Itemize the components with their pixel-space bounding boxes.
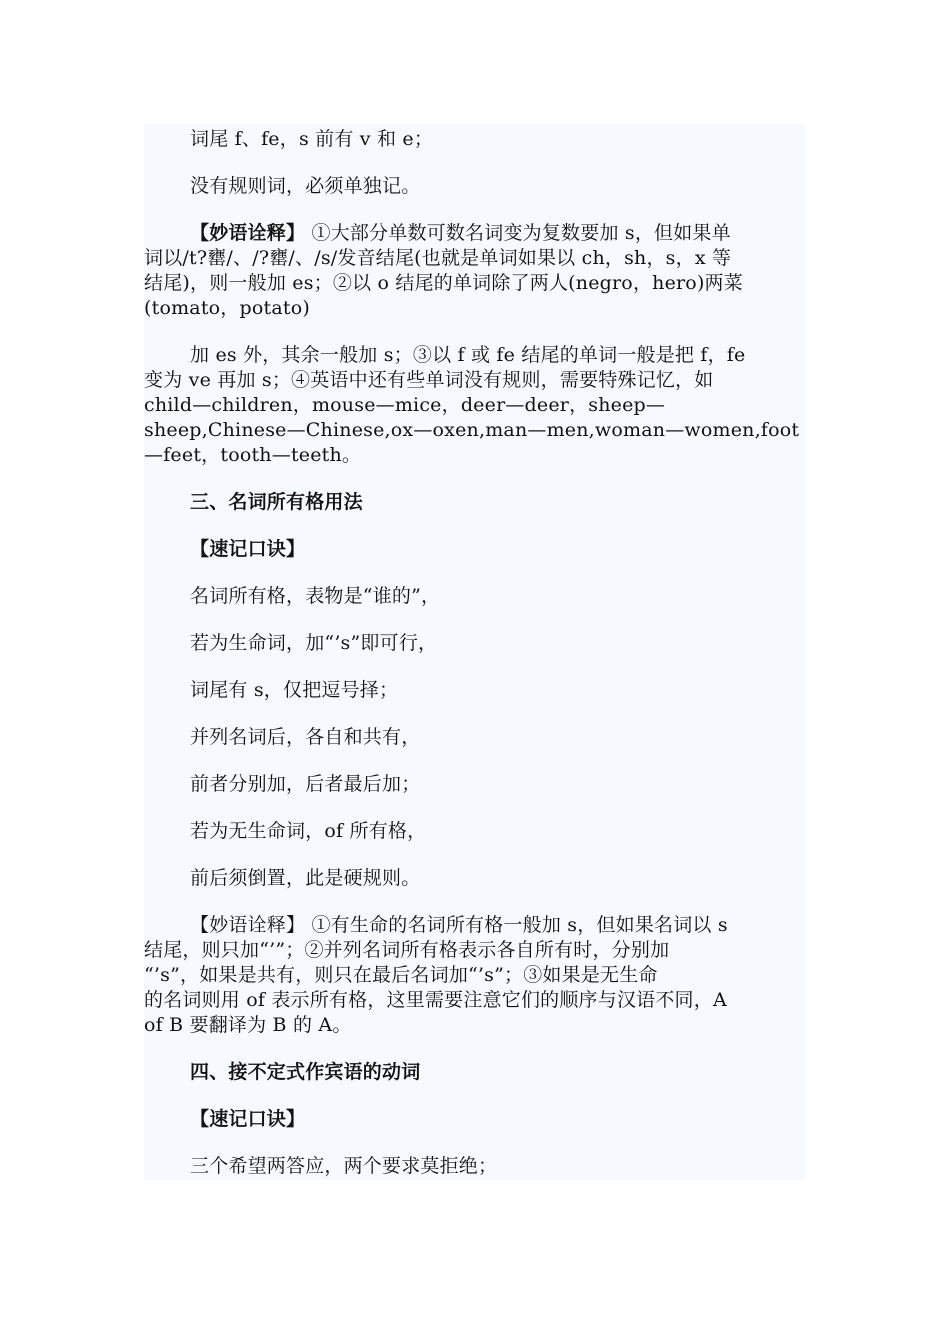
rhyme-line: 没有规则词，必须单独记。	[190, 175, 421, 197]
rhyme-line: 若为无生命词，of 所有格，	[190, 820, 427, 842]
section-heading: 三、名词所有格用法	[190, 491, 363, 513]
explanation-label: 【妙语诠释】	[190, 914, 306, 936]
section-heading: 四、接不定式作宾语的动词	[190, 1061, 421, 1083]
rhyme-line: 若为生命词，加“’s”即可行，	[190, 632, 438, 654]
subheading: 【速记口诀】	[190, 538, 306, 560]
rhyme-line: 三个希望两答应，两个要求莫拒绝；	[190, 1155, 498, 1177]
document-page	[144, 124, 806, 1180]
explanation-paragraph: 【妙语诠释】 ①有生命的名词所有格一般加 s，但如果名词以 s 结尾，则只加“’”；②并列名词所有格表示各自所有时，分别加 “’s”，如果是共有，则只在最后名词加“’s”；③如果是无生命 的名词则用 of 表示所有格，这里需要注意它们的顺序与汉语不同，A of B 要翻译为 B 的 A。	[144, 914, 728, 1036]
explanation-label: 【妙语诠释】	[190, 222, 306, 244]
rhyme-line: 词尾 f、fe，s 前有 v 和 e；	[190, 128, 434, 150]
rhyme-line: 并列名词后，各自和共有，	[190, 726, 421, 748]
explanation-paragraph: 【妙语诠释】 ①大部分单数可数名词变为复数要加 s，但如果单 词以/t?罋/、/?罋/、/s/发音结尾(也就是单词如果以 ch，sh，s，x 等 结尾)，则一般加 es；②以 o 结尾的单词除了两人(negro，hero)两菜 (tomato，potato)	[144, 222, 743, 319]
subheading: 【速记口诀】	[190, 1108, 306, 1130]
rhyme-line: 前后须倒置，此是硬规则。	[190, 867, 421, 889]
rhyme-line: 词尾有 s，仅把逗号择；	[190, 679, 399, 701]
rhyme-line: 名词所有格，表物是“谁的”，	[190, 585, 441, 607]
rhyme-line: 前者分别加，后者最后加；	[190, 773, 421, 795]
explanation-paragraph: 加 es 外，其余一般加 s；③以 f 或 fe 结尾的单词一般是把 f，fe 变为 ve 再加 s；④英语中还有些单词没有规则，需要特殊记忆，如 child—children，mouse—mice，deer—deer，sheep— sheep,Chinese—Chinese,ox—oxen,man—men,woman—women,foot —feet，tooth—teeth。	[144, 344, 800, 466]
